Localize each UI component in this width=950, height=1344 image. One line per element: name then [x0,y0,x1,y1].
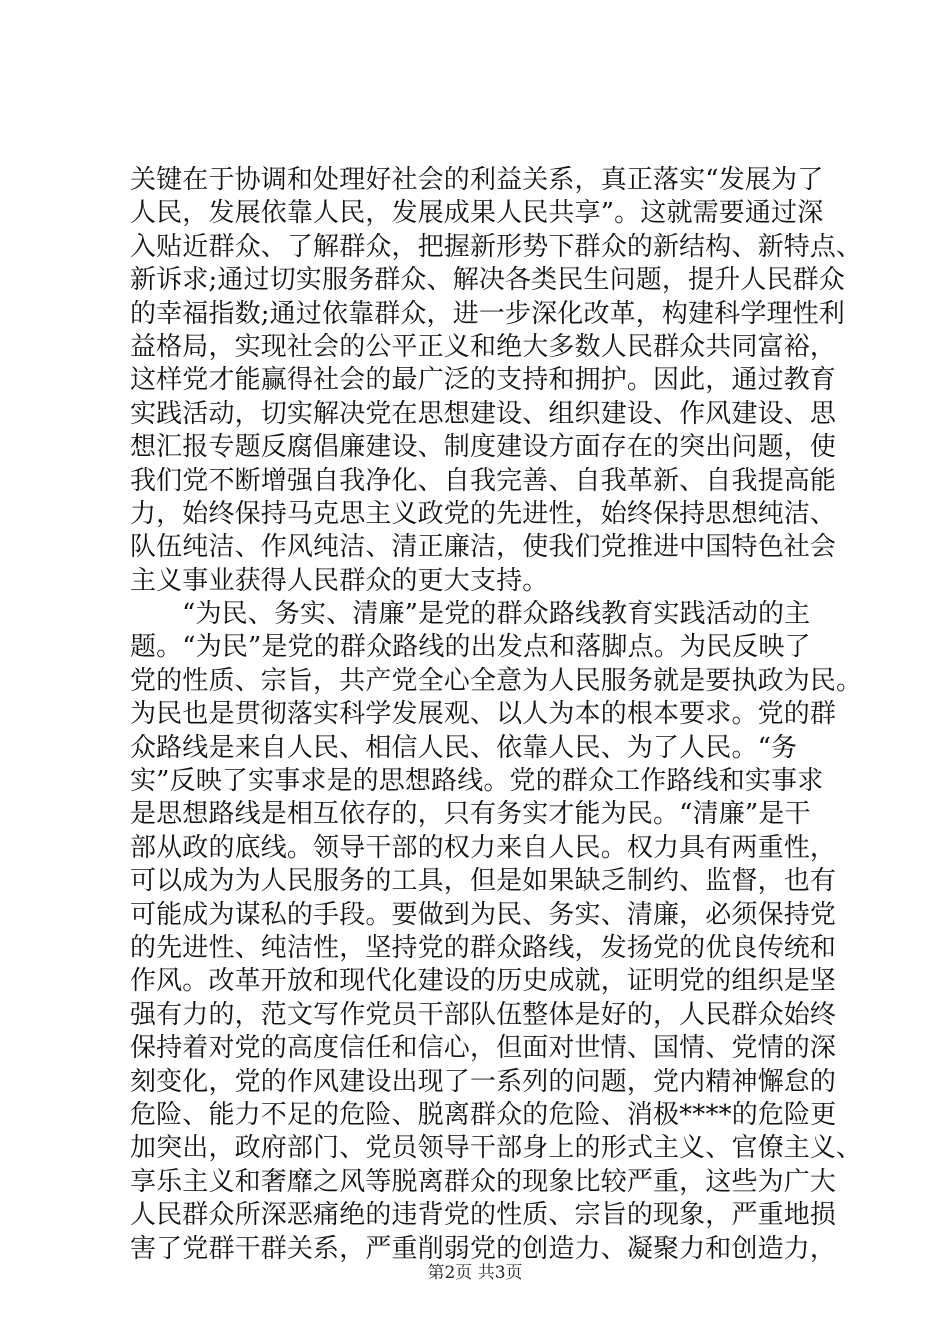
text-line: 队伍纯洁、作风纯洁、清正廉洁，使我们党推进中国特色社会 [130,532,837,563]
text-line: 想汇报专题反腐倡廉建设、制度建设方面存在的突出问题，使 [130,432,837,463]
text-line: 这样党才能赢得社会的最广泛的支持和拥护。因此，通过教育 [130,365,837,396]
text-line: 部从政的底线。领导干部的权力来自人民。权力具有两重性， [130,832,837,863]
text-line: 我们党不断增强自我净化、自我完善、自我革新、自我提高能 [130,465,837,496]
text-line: 入贴近群众、了解群众，把握新形势下群众的新结构、新特点、 [130,231,863,262]
text-line: 可能成为谋私的手段。要做到为民、务实、清廉，必须保持党 [130,899,837,930]
text-line: 的幸福指数;通过依靠群众，进一步深化改革，构建科学理性利 [130,298,845,329]
text-line: 新诉求;通过切实服务群众、解决各类民生问题，提升人民群众 [130,265,845,296]
text-line: 加突出，政府部门、党员领导干部身上的形式主义、官僚主义、 [130,1133,863,1164]
text-line: 党的性质、宗旨，共产党全心全意为人民服务就是要执政为民。 [130,665,863,696]
text-line: 题。“为民”是党的群众路线的出发点和落脚点。为民反映了 [130,632,811,663]
text-line: 主义事业获得人民群众的更大支持。 [130,565,549,596]
text-line: 关键在于协调和处理好社会的利益关系，真正落实“发展为了 [130,165,824,195]
text-line: 实践活动，切实解决党在思想建设、组织建设、作风建设、思 [130,398,837,429]
text-line: 的先进性、纯洁性，坚持党的群众路线，发扬党的优良传统和 [130,932,837,963]
text-line: 刻变化，党的作风建设出现了一系列的问题，党内精神懈怠的 [130,1066,837,1097]
text-line: 作风。改革开放和现代化建设的历史成就，证明党的组织是坚 [130,966,837,997]
paragraph-start-line: “为民、务实、清廉”是党的群众路线教育实践活动的主 [182,599,811,630]
text-line: 强有力的，范文写作党员干部队伍整体是好的，人民群众始终 [130,999,837,1030]
text-line: 力，始终保持马克思主义政党的先进性，始终保持思想纯洁、 [130,498,837,529]
text-line: 可以成为为人民服务的工具，但是如果缺乏制约、监督，也有 [130,866,837,897]
text-line: 实”反映了实事求是的思想路线。党的群众工作路线和实事求 [130,766,824,797]
text-line: 保持着对党的高度信任和信心，但面对世情、国情、党情的深 [130,1033,837,1064]
text-line: 益格局，实现社会的公平正义和绝大多数人民群众共同富裕， [130,331,837,362]
text-line: 是思想路线是相互依存的，只有务实才能为民。“清廉”是干 [130,799,811,830]
text-line: 人民群众所深恶痛绝的违背党的性质、宗旨的现象，严重地损 [130,1200,837,1231]
text-line: 享乐主义和奢靡之风等脱离群众的现象比较严重，这些为广大 [130,1166,837,1197]
text-line: 危险、能力不足的危险、脱离群众的危险、消极****的危险更 [130,1099,837,1130]
text-line: 众路线是来自人民、相信人民、依靠人民、为了人民。“务 [130,732,798,763]
text-line: 人民，发展依靠人民，发展成果人民共享”。这就需要通过深 [130,198,824,229]
text-line: 害了党群干群关系，严重削弱党的创造力、凝聚力和创造力， [130,1233,837,1264]
body-text [130,164,863,1266]
page-number-footer: 第2页 共3页 [427,1263,523,1283]
text-line: 为民也是贯彻落实科学发展观、以人为本的根本要求。党的群 [130,699,837,730]
